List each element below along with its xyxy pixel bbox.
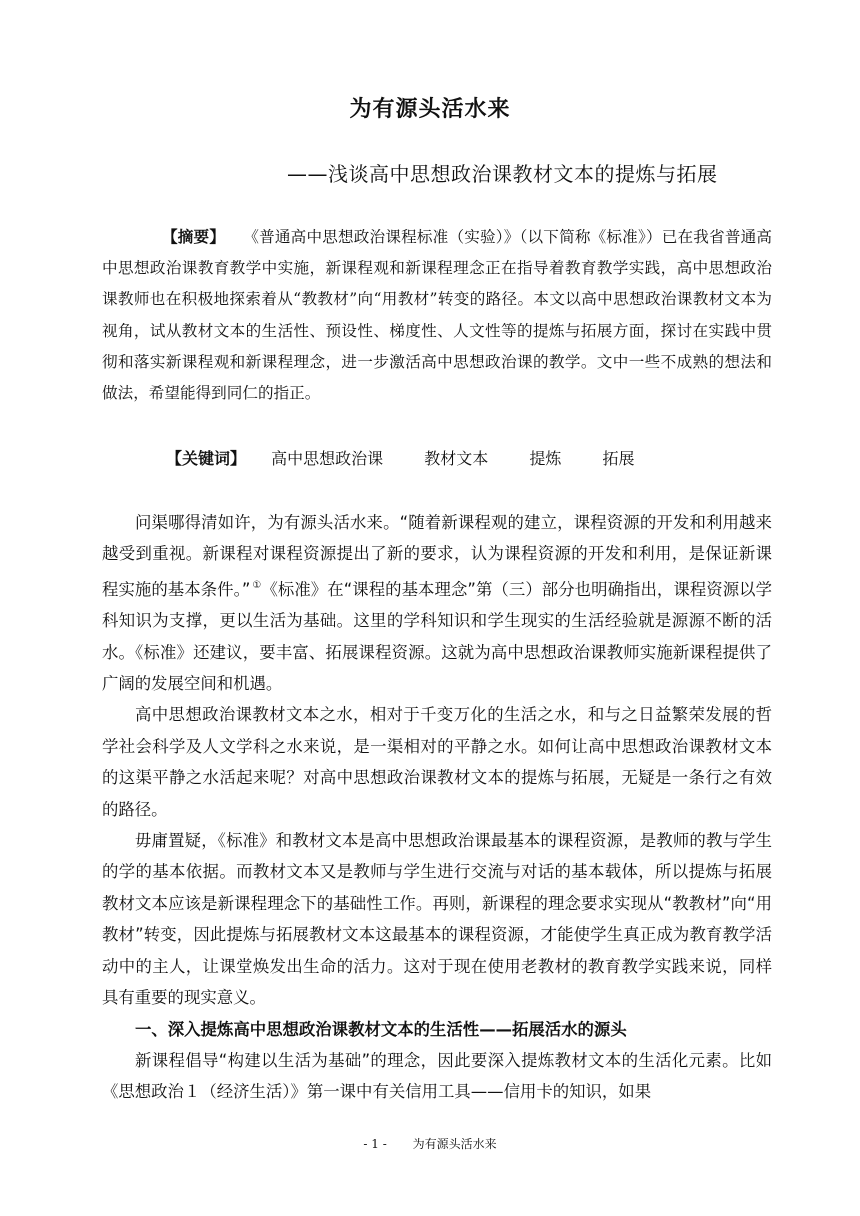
abstract-label: 【摘要】 <box>162 228 226 246</box>
keyword: 高中思想政治课 <box>271 449 384 468</box>
keywords-label: 【关键词】 <box>166 449 247 468</box>
body-text <box>102 507 772 1108</box>
body-paragraph: 新课程倡导“构建以生活为基础”的理念，因此要深入提炼教材文本的生活化元素。比如《思想政治１（经济生活）》第一课中有关信用工具——信用卡的知识，如果 <box>102 1050 772 1102</box>
body-paragraph <box>102 507 772 699</box>
body-paragraph: 高中思想政治课教材文本之水，相对于千变万化的生活之水，和与之日益繁荣发展的哲学社会科学及人文学科之水来说，是一渠相对的平静之水。如何让高中思想政治课教材文本的这渠平静之水活起来呢？对高中思想政治课教材文本的提炼与拓展，无疑是一条行之有效的路径。 <box>102 705 772 819</box>
keyword: 提炼 <box>529 449 562 468</box>
document-title: 为有源头活水来 <box>349 97 511 122</box>
keywords-line <box>166 444 670 474</box>
footnote-marker[interactable]: ① <box>252 579 262 591</box>
keyword: 教材文本 <box>424 449 489 468</box>
page-number: - 1 - <box>363 1137 387 1151</box>
section-heading: 一、深入提炼高中思想政治课教材文本的生活性——拓展活水的源头 <box>135 1019 627 1039</box>
paragraph-text: 问渠哪得清如许，为有源头活水来。“随着新课程观的建立，课程资源的开发和利用越来越受到重视。新课程对课程资源提出了新的要求，认为课程资源的开发和利用，是保证新课程实施的基本条件。” <box>102 513 772 599</box>
running-title: 为有源头活水来 <box>412 1137 497 1151</box>
page-footer <box>0 1135 860 1152</box>
body-paragraph: 毋庸置疑，《标准》和教材文本是高中思想政治课最基本的课程资源，是教师的教与学生的学的基本依据。而教材文本又是教师与学生进行交流与对话的基本载体，所以提炼与拓展教材文本应该是新课程理念下的基础性工作。再则，新课程的理念要求实现从“教教材”向“用教材”转变，因此提炼与拓展教材文本这最基本的课程资源，才能使学生真正成为教育教学活动中的主人，让课堂焕发出生命的活力。这对于现在使用老教材的教育教学实践来说，同样具有重要的现实意义。 <box>102 831 772 1008</box>
document-subtitle: ——浅谈高中思想政治课教材文本的提炼与拓展 <box>287 162 718 186</box>
abstract-block <box>102 222 772 409</box>
paragraph-text: 《标准》在“课程的基本理念”第（三）部分也明确指出，课程资源以学科知识为支撑，更以生活为基础。这里的学科知识和学生现实的生活经验就是源源不断的活水。《标准》还建议，要丰富、拓展课程资源。这就为高中思想政治课教师实施新课程提供了广阔的发展空间和机遇。 <box>102 579 773 694</box>
abstract-text: 《普通高中思想政治课程标准（实验）》（以下简称《标准》）已在我省普通高中思想政治课教育教学中实施，新课程观和新课程理念正在指导着教育教学实践，高中思想政治课教师也在积极地探索着从“教教材”向“用教材”转变的路径。本文以高中思想政治课教材文本为视角，试从教材文本的生活性、预设性、梯度性、人文性等的提炼与拓展方面，探讨在实践中贯彻和落实新课程观和新课程理念，进一步激活高中思想政治课的教学。文中一些不成熟的想法和做法，希望能得到同仁的指正。 <box>102 228 772 403</box>
keyword: 拓展 <box>602 449 635 468</box>
